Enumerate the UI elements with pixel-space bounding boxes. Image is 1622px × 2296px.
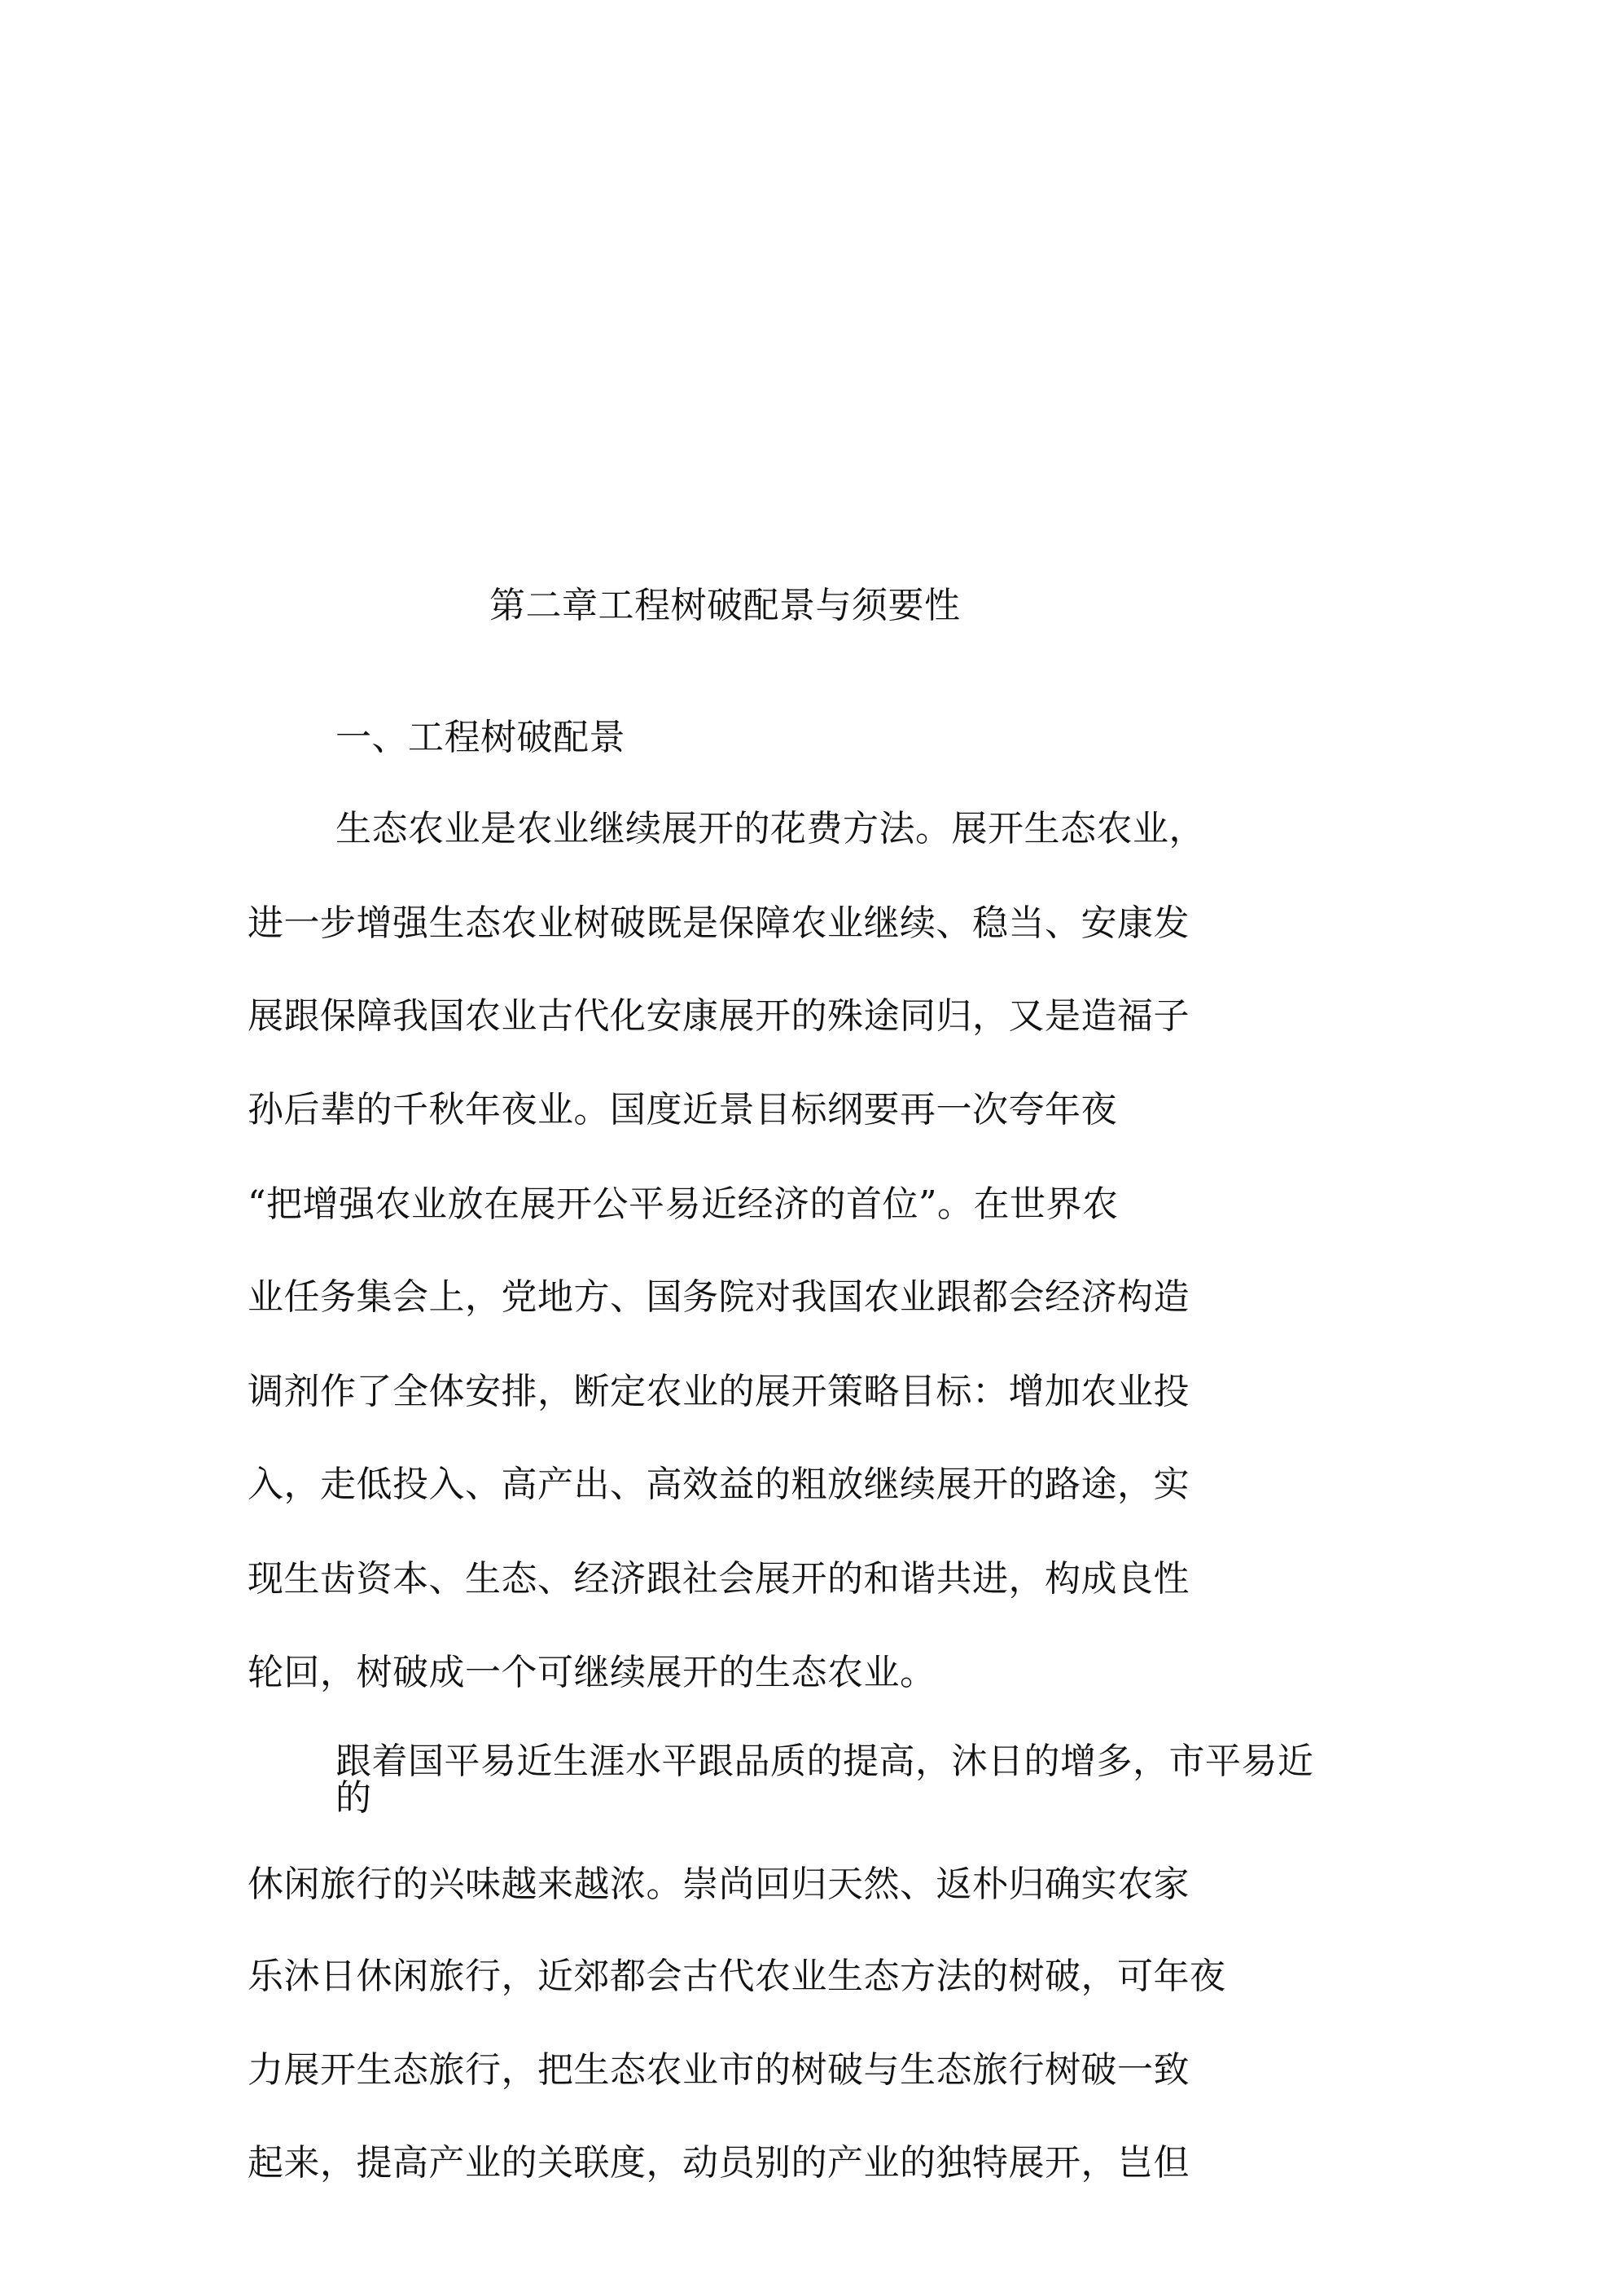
paragraph-1-line: 入，走低投入、高产出、高效益的粗放继续展开的路途，实 bbox=[248, 1464, 1190, 1505]
paragraph-2-line: 起来，提高产业的关联度，动员别的产业的独特展开，岂但 bbox=[248, 2142, 1190, 2184]
section-heading: 一、工程树破配景 bbox=[335, 717, 625, 758]
paragraph-1-line: “把增强农业放在展开公平易近经济的首位”。在世界农 bbox=[248, 1183, 1119, 1225]
paragraph-2-line: 力展开生态旅行，把生态农业市的树破与生态旅行树破一致 bbox=[248, 2049, 1190, 2091]
paragraph-1-line: 调剂作了全体安排，断定农业的展开策略目标：增加农业投 bbox=[248, 1371, 1190, 1412]
paragraph-1-line: 进一步增强生态农业树破既是保障农业继续、稳当、安康发 bbox=[248, 902, 1190, 944]
paragraph-1-line: 展跟保障我国农业古代化安康展开的殊途同归，又是造福子 bbox=[248, 995, 1190, 1037]
paragraph-2-line: 跟着国平易近生涯水平跟品质的提高，沐日的增多，市平易近 bbox=[335, 1741, 1314, 1782]
paragraph-1-line: 现生齿资本、生态、经济跟社会展开的和谐共进，构成良性 bbox=[248, 1558, 1190, 1600]
chapter-title: 第二章工程树破配景与须要性 bbox=[489, 585, 961, 626]
paragraph-2-line: 乐沐日休闲旅行，近郊都会古代农业生态方法的树破，可年夜 bbox=[248, 1956, 1226, 1997]
paragraph-2-line: 休闲旅行的兴味越来越浓。崇尚回归天然、返朴归确实农家 bbox=[248, 1864, 1190, 1905]
paragraph-1-line: 生态农业是农业继续展开的花费方法。展开生态农业， bbox=[335, 808, 1205, 849]
paragraph-1-line: 孙后辈的千秋年夜业。国度近景目标纲要再一次夸年夜 bbox=[248, 1089, 1117, 1130]
paragraph-1-line: 轮回，树破成一个可继续展开的生态农业。 bbox=[248, 1652, 936, 1693]
paragraph-2-line: 的 bbox=[335, 1777, 372, 1819]
paragraph-1-line: 业任务集会上，党地方、国务院对我国农业跟都会经济构造 bbox=[248, 1276, 1190, 1318]
